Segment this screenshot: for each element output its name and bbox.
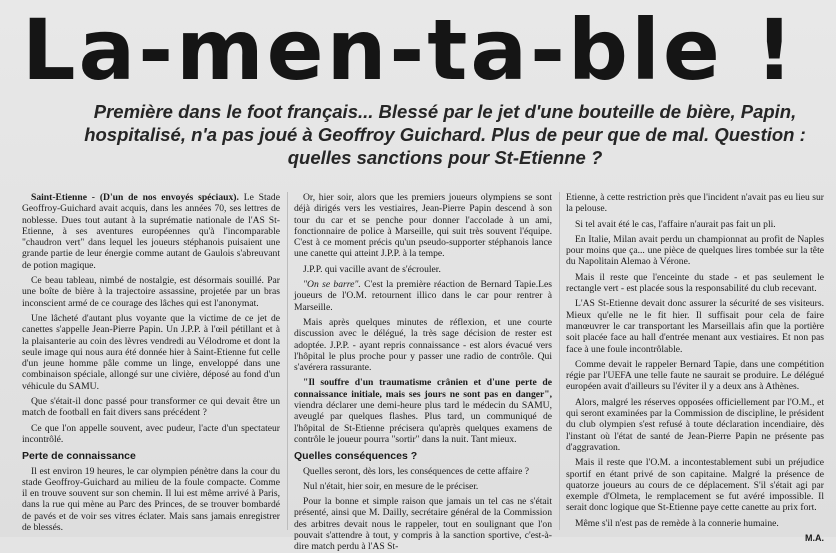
paragraph: Mais il reste que l'O.M. a incontestablement subi un préjudice sportif en étant privé de son capitaine. Malgré la présence de quatorze joueurs au cours de ce déplacement. S'il s'était agi par exemple d'Olmeta, le remplacement se fut avéré impossible. Il serait donc logique que St-Etienne paye cette canette au prix fort. — [566, 457, 824, 514]
column-3 — [566, 192, 824, 544]
paragraph: Mais il reste que l'enceinte du stade - et pas seulement le rectangle vert - est placée sous la responsabilité du club recevant. — [566, 271, 824, 295]
paragraph: Mais après quelques minutes de réflexion, et une courte discussion avec le délégué, la très sage décision de rester est adoptée. J.P.P. - ayant repris connaissance - est alors évacué vers l'hôpital le plus proche pour y passer une radio de contrôle. Qui s'avérera rassurante. — [294, 316, 552, 374]
subheading: Perte de connaissance — [22, 450, 136, 463]
headline: La-men-ta-ble ! — [22, 1, 797, 99]
paragraph: Etienne, à cette restriction près que l'incident n'avait pas eu lieu sur la pelouse. — [566, 192, 824, 215]
paragraph: Il est environ 19 heures, le car olympien pénètre dans la cour du stade Geoffroy-Guichard au milieu de la foule compacte. Comme il en trouve souvent sur son chemin. Il lui est même arrivé à Paris, dans la rue qui mène au Parc des Princes, de se trouver bombardé de pavés et de voir ses vitres éclater. Mais sans jamais enregistrer de blessés. — [22, 465, 280, 534]
paragraph: Nul n'était, hier soir, en mesure de le préciser. — [303, 480, 479, 492]
subheading: Quelles conséquences ? — [294, 450, 418, 463]
paragraph: Ce beau tableau, nimbé de nostalgie, est désormais souillé. Par une boîte de bière à la trajectoire assassine, projetée par un bras inconscient armé de ce courage des lâches qui est l'anonymat. — [22, 275, 280, 309]
quote: "On se barre". — [303, 279, 361, 291]
column-2 — [294, 192, 552, 553]
deck-subtitle: Première dans le foot français... Blessé par le jet d'une bouteille de bière, Papin, hospitalisé, n'a pas joué à Geoffroy Guichard. Plus de peur que de mal. Question : quelles sanctions pour St-Etienne ? — [84, 101, 806, 168]
paragraph: En Italie, Milan avait perdu un championnat au profit de Naples pour moins que ça... une pièce de quelques lires tombée sur la tête du Napolitain Alemao à Vérone. — [566, 233, 824, 268]
paragraph: Comme devait le rappeler Bernard Tapie, dans une compétition régie par l'UEFA une telle faute ne saurait se produire. Le délégué européen avait d'ailleurs su l'éviter il y a deux ans à Athènes. — [566, 358, 824, 393]
paragraph: Ce que l'on appelle souvent, avec pudeur, l'acte d'un spectateur incontrôlé. — [22, 422, 280, 445]
quote: "Il souffre d'un traumatisme crânien et d'une perte de connaissance initiale, mais ses jours ne sont pas en danger", — [294, 377, 552, 400]
column-1 — [22, 192, 280, 532]
paragraph: Alors, malgré les réserves opposées officiellement par l'O.M., et qui seront examinées par la Commission de discipline, le président du club olympien s'est refusé à toute déclaration incendiaire, dès l'instant où l'état de santé de Jean-Pierre Papin ne présente pas d'aggravation. — [566, 396, 824, 453]
paragraph: Si tel avait été le cas, l'affaire n'aurait pas fait un pli. — [575, 218, 776, 230]
paragraph: Même s'il n'est pas de remède à la connerie humaine. — [575, 517, 779, 529]
paragraph: Or, hier soir, alors que les premiers joueurs olympiens se sont déjà dirigés vers les vestiaires, Jean-Pierre Papin descend à son tour du car et se penche pour donner l'accolade à un ami, fonctionnaire de police à Marseille, qui suit très souvent l'équipe. C'est à ce moment précis qu'un pseudo-supporter stéphanois lance une canette qui atteint J.P.P. à la tempe. — [294, 192, 552, 260]
paragraph: Pour la bonne et simple raison que jamais un tel cas ne s'était présenté, ainsi que M. Dailly, secrétaire général de la Commission des arbitres devait nous le rappeler, tout en soulignant que l'on pouvait s'attendre à tout, y compris à la sanction sportive, c'est-à-dire match perdu à l'AS St- — [294, 496, 552, 553]
byline: Saint-Etienne - (D'un de nos envoyés spéciaux). — [31, 192, 239, 203]
paragraph: L'AS St-Etienne devait donc assurer la sécurité de ses visiteurs. Mieux qu'elle ne le fit hier. Il suffisait pour cela de faire manœuvrer le car transportant les Marseillais afin que la portière soit placée face au hall d'entrée menant aux vestiaires. Et non pas face à une foule incontrôlable. — [566, 298, 824, 355]
paragraph: Que s'était-il donc passé pour transformer ce qui devait être un match de football en fait divers sans précédent ? — [22, 396, 280, 419]
paragraph: J.P.P. qui vacille avant de s'écrouler. — [303, 263, 441, 275]
paragraph: viendra déclarer une demi-heure plus tard le médecin du SAMU, aveuglé par quelques flashes. Plus tard, un communiqué de l'hôpital de St-Etienne précisera qu'après quelques examens de contrôle le joueur pourra "sortir" dans la nuit. Tant mieux. — [294, 400, 552, 445]
paragraph: Une lâcheté d'autant plus voyante que la victime de ce jet de canettes s'appelle Jean-Pierre Papin. Un J.P.P. à l'œil pétillant et à la plaisanterie au coin des lèvres vendredi au Vélodrome et dont la seule image qui nous aura été donnée hier à Saint-Etienne fut celle d'un jeune homme pâle comme un linge, enveloppé dans une combinaison spéciale, allongé sur une civière, déposé au fond d'un véhicule du SAMU. — [22, 312, 280, 392]
paragraph: Le Stade Geoffroy-Guichard avait acquis, dans les années 70, ses lettres de noblesse. Dues tout autant à la suprématie nationale de l'AS St-Etienne, à ses aventures européennes qu'à l'incomparable "chaudron vert" dans lequel les joueurs stéphanois puisaient une grande partie de leur énergie comme autant de Gaulois s'abreuvant de potion magique. — [22, 192, 280, 271]
paragraph: Quelles seront, dès lors, les conséquences de cette affaire ? — [303, 465, 529, 477]
article-body — [22, 192, 828, 553]
signature: M.A. — [805, 533, 824, 544]
paragraph: C'est la première réaction de Bernard Tapie.Les joueurs de l'O.M. retournent illico dans le car pour rentrer à Marseille. — [294, 279, 552, 313]
